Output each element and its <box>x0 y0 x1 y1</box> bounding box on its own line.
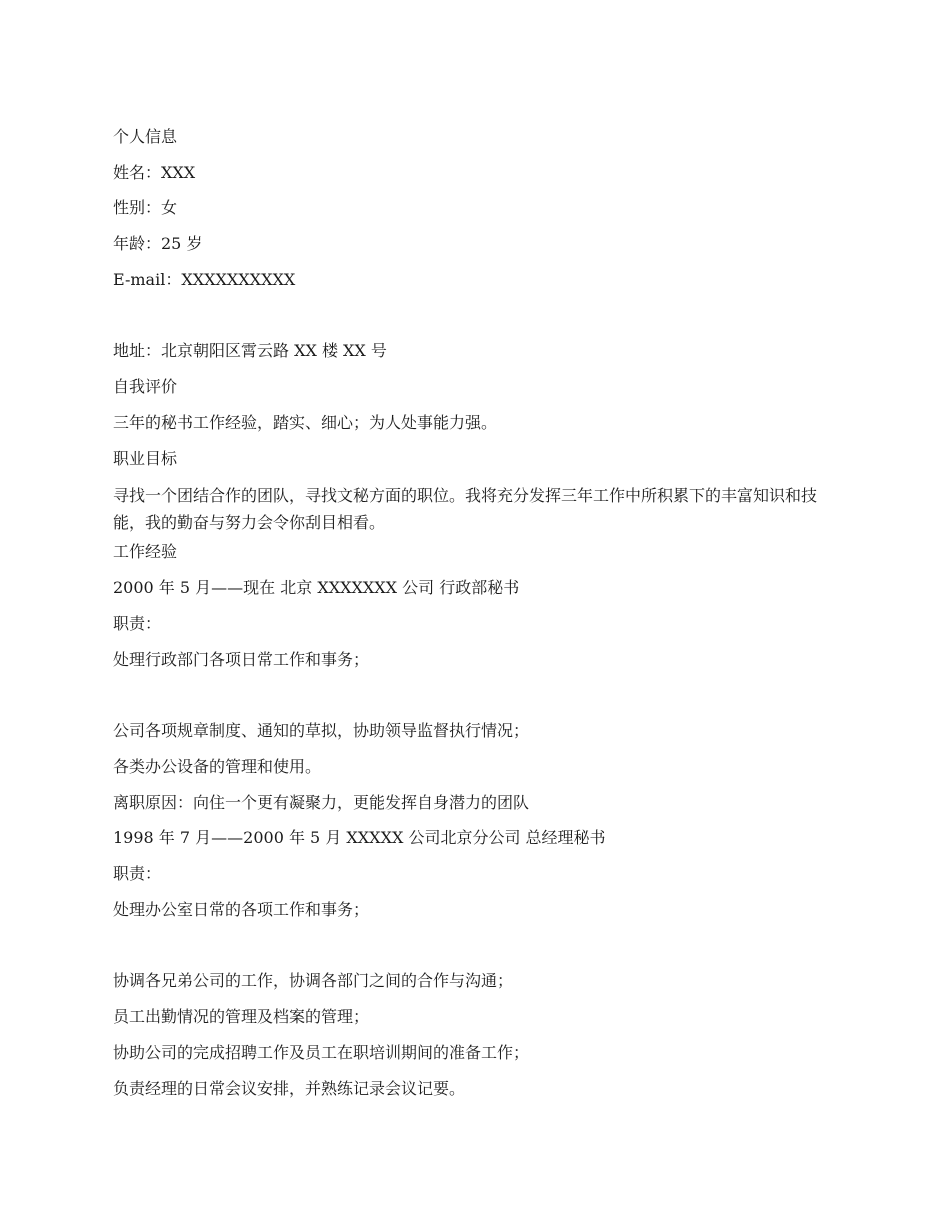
section-heading-self-evaluation: 自我评价 <box>113 377 178 396</box>
job-2-duty-item: 员工出勤情况的管理及档案的管理； <box>113 1007 370 1026</box>
self-evaluation-text: 三年的秘书工作经验，踏实、细心；为人处事能力强。 <box>113 413 498 432</box>
name-line: 姓名：XXX <box>113 163 196 182</box>
address-line: 地址：北京朝阳区霄云路 XX 楼 XX 号 <box>113 341 387 360</box>
job-2-duty-item: 处理办公室日常的各项工作和事务； <box>113 900 370 919</box>
email-line: E-mail：XXXXXXXXXX <box>113 270 296 289</box>
job-1-duties-label: 职责： <box>113 614 162 633</box>
job-1-title: 2000 年 5 月——现在 北京 XXXXXXX 公司 行政部秘书 <box>113 578 520 597</box>
job-1-duty-item: 公司各项规章制度、通知的草拟，协助领导监督执行情况； <box>113 721 530 740</box>
job-1-duty-item: 处理行政部门各项日常工作和事务； <box>113 650 370 669</box>
age-line: 年龄：25 岁 <box>113 234 203 253</box>
section-heading-personal-info: 个人信息 <box>113 127 178 146</box>
job-1-leave-reason: 离职原因：向住一个更有凝聚力，更能发挥自身潜力的团队 <box>113 793 530 812</box>
gender-line: 性别：女 <box>113 198 178 217</box>
job-2-duty-item: 协助公司的完成招聘工作及员工在职培训期间的准备工作； <box>113 1043 530 1062</box>
section-heading-career-goal: 职业目标 <box>113 449 178 468</box>
job-1-duty-item: 各类办公设备的管理和使用。 <box>113 757 322 776</box>
career-goal-text: 寻找一个团结合作的团队，寻找文秘方面的职位。我将充分发挥三年工作中所积累下的丰富知识和技能，我的勤奋与努力会令你刮目相看。 <box>113 486 818 532</box>
job-2-duty-item: 协调各兄弟公司的工作，协调各部门之间的合作与沟通； <box>113 971 514 990</box>
section-heading-work-experience: 工作经验 <box>113 542 178 561</box>
job-2-duty-item: 负责经理的日常会议安排，并熟练记录会议记要。 <box>113 1079 466 1098</box>
job-2-duties-label: 职责： <box>113 864 162 883</box>
job-2-title: 1998 年 7 月——2000 年 5 月 XXXXX 公司北京分公司 总经理秘书 <box>113 828 606 847</box>
